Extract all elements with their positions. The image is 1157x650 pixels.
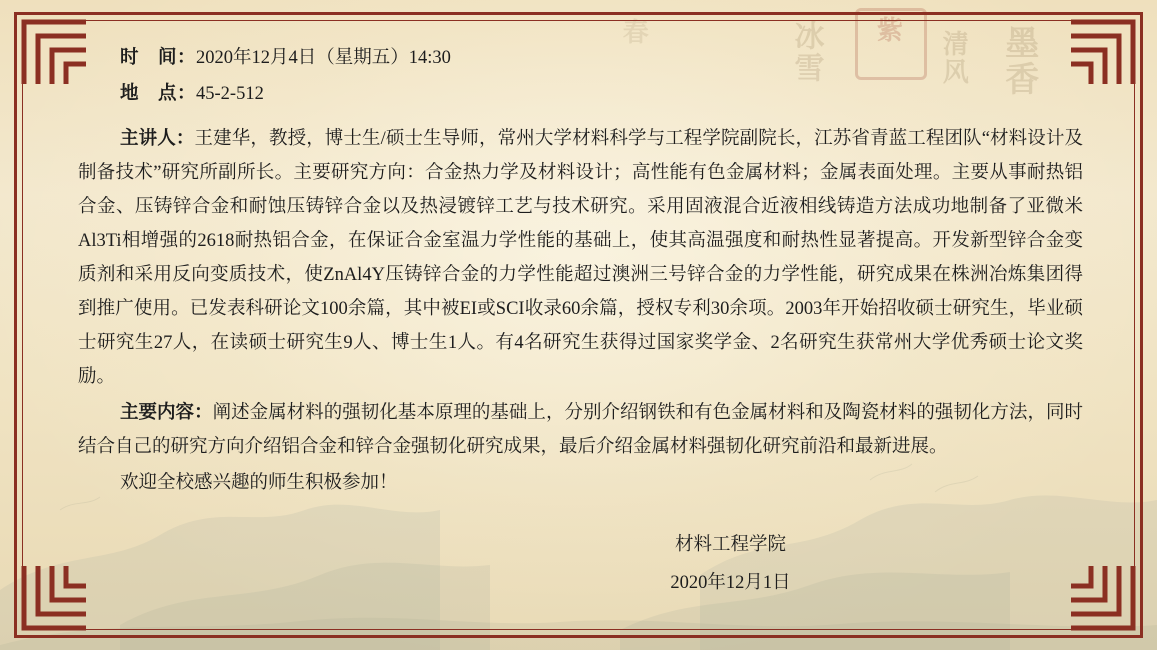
signature-date: 2020年12月1日	[670, 573, 791, 593]
signature-organization: 材料工程学院	[674, 535, 786, 555]
speaker-paragraph	[78, 122, 1083, 394]
main-content-label: 主要内容：	[120, 403, 213, 423]
meta-row-location	[78, 78, 1083, 110]
meta-value-location: 45-2-512	[196, 84, 264, 104]
watermark-calligraphy-c: 墨香	[999, 25, 1037, 97]
meta-label-time: 时 间：	[120, 48, 197, 68]
speaker-label: 主讲人：	[120, 129, 195, 149]
welcome-paragraph: 欢迎全校感兴趣的师生积极参加！	[120, 473, 398, 493]
meta-value-time: 2020年12月4日（星期五）14:30	[196, 48, 451, 68]
seal-watermark: 紫	[855, 8, 927, 80]
main-content-paragraph	[78, 396, 1083, 464]
signature-block	[78, 526, 1083, 602]
meta-row-time	[78, 42, 1083, 74]
watermark-calligraphy-a: 冰雪	[789, 20, 823, 84]
meta-label-location: 地 点：	[120, 84, 197, 104]
poster-content	[78, 42, 1083, 602]
speaker-text: 王建华，教授，博士生/硕士生导师，常州大学材料科学与工程学院副院长，江苏省青蓝工程团队“材料设计及制备技术”研究所副所长。主要研究方向：合金热力学及材料设计；高性能有色金属材料；金属表面处理。主要从事耐热铝合金、压铸锌合金和耐蚀压铸锌合金以及热浸镀锌工艺与技术研究。采用固液混合近液相线铸造方法成功地制备了亚微米Al3Ti相增强的2618耐热铝合金，在保证合金室温力学性能的基础上，使其高温强度和耐热性显著提高。开发新型锌合金变质剂和采用反向变质技术，使ZnAl4Y压铸锌合金的力学性能超过澳洲三号锌合金的力学性能，研究成果在株洲冶炼集团得到推广使用。已发表科研论文100余篇，其中被EI或SCI收录60余篇，授权专利30余项。2003年开始招收硕士研究生，毕业硕士研究生27人，在读硕士研究生9人、博士生1人。有4名研究生获得过国家奖学金、2名研究生获常州大学优秀硕士论文奖励。	[78, 129, 1083, 387]
watermark-calligraphy-d: 春	[619, 18, 649, 46]
main-content-text: 阐述金属材料的强韧化基本原理的基础上，分别介绍钢铁和有色金属材料和及陶瓷材料的强韧化方法，同时结合自己的研究方向介绍铝合金和锌合金强韧化研究成果，最后介绍金属材料强韧化研究前沿和最新进展。	[78, 403, 1083, 457]
watermark-calligraphy-b: 清风	[939, 30, 969, 86]
